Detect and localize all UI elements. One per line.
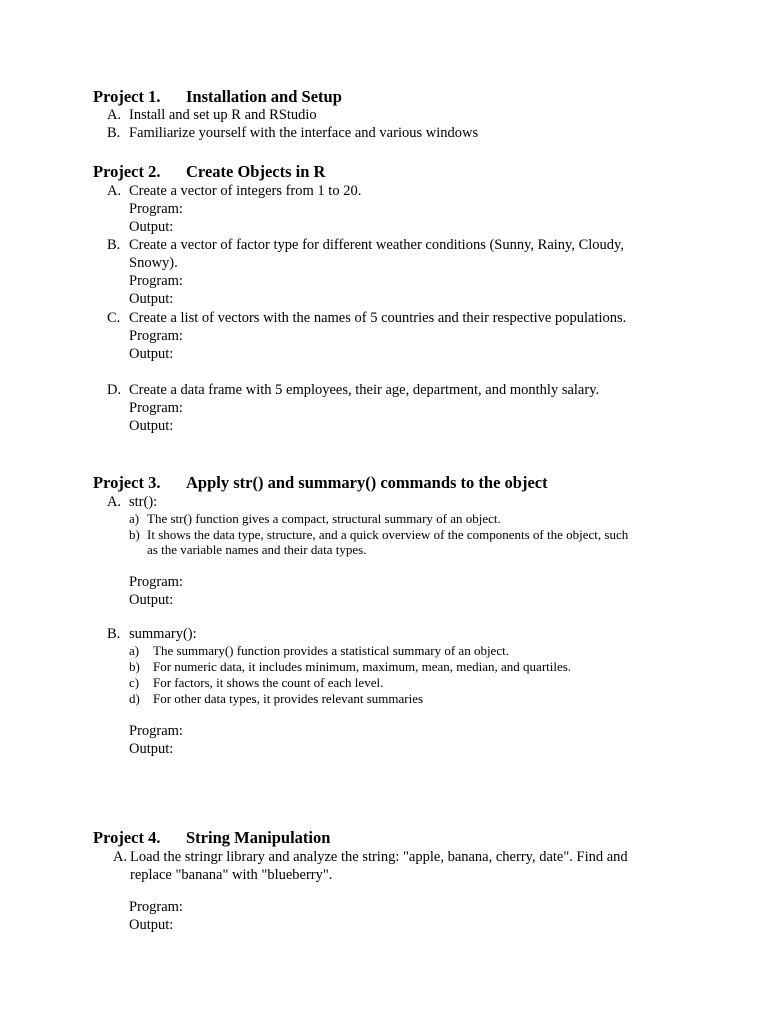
list-label: B. (107, 626, 121, 642)
sublist-label: c) (129, 675, 140, 690)
program-label: Program: (129, 201, 183, 217)
list-item: Create a list of vectors with the names of 5 countries and their respective populations. (129, 310, 627, 326)
program-label: Program: (129, 328, 183, 344)
list-item-continuation: replace "banana" with "blueberry". (130, 867, 333, 883)
output-label: Output: (129, 917, 174, 933)
project-3-heading (93, 473, 548, 493)
list-label: A. (113, 849, 128, 865)
sublist-label: a) (129, 643, 140, 658)
list-item-continuation: Snowy). (129, 255, 178, 271)
program-label: Program: (129, 273, 183, 289)
list-item: Install and set up R and RStudio (129, 107, 317, 123)
project-2-number: Project 2. (93, 162, 161, 181)
project-3-number: Project 3. (93, 473, 161, 492)
output-label: Output: (129, 219, 174, 235)
output-label: Output: (129, 346, 174, 362)
project-1-title: Installation and Setup (186, 87, 342, 106)
sublist-item: It shows the data type, structure, and a quick overview of the components of the object, such (147, 527, 629, 542)
list-label: C. (107, 310, 121, 326)
list-item: Create a vector of integers from 1 to 20. (129, 183, 362, 199)
list-item: Load the stringr library and analyze the string: "apple, banana, cherry, date". Find and (130, 849, 628, 865)
project-4-title: String Manipulation (186, 828, 331, 847)
program-label: Program: (129, 723, 183, 739)
list-label: D. (107, 382, 122, 398)
list-item: str(): (129, 494, 158, 510)
sublist-label: b) (129, 527, 140, 542)
list-label: A. (107, 494, 122, 510)
output-label: Output: (129, 418, 174, 434)
project-1-heading (93, 87, 342, 107)
project-1-number: Project 1. (93, 87, 161, 106)
sublist-label: a) (129, 511, 140, 526)
output-label: Output: (129, 741, 174, 757)
project-3-title: Apply str() and summary() commands to the object (186, 473, 548, 492)
output-label: Output: (129, 291, 174, 307)
list-item: Familiarize yourself with the interface and various windows (129, 125, 479, 141)
program-label: Program: (129, 899, 183, 915)
program-label: Program: (129, 400, 183, 416)
project-2-title: Create Objects in R (186, 162, 326, 181)
sublist-item: The str() function gives a compact, structural summary of an object. (147, 511, 501, 526)
sublist-item-continuation: as the variable names and their data types. (147, 542, 367, 557)
sublist-label: b) (129, 659, 140, 674)
list-label: A. (107, 107, 122, 123)
sublist-item: For factors, it shows the count of each level. (153, 675, 384, 690)
project-4-heading (93, 828, 330, 848)
list-label: A. (107, 183, 122, 199)
list-item: summary(): (129, 626, 197, 642)
output-label: Output: (129, 592, 174, 608)
list-item: Create a data frame with 5 employees, their age, department, and monthly salary. (129, 382, 600, 398)
project-4-number: Project 4. (93, 828, 161, 847)
sublist-item: For other data types, it provides relevant summaries (153, 691, 424, 706)
sublist-item: For numeric data, it includes minimum, maximum, mean, median, and quartiles. (153, 659, 572, 674)
list-item: Create a vector of factor type for different weather conditions (Sunny, Rainy, Cloudy, (129, 237, 624, 253)
program-label: Program: (129, 574, 183, 590)
sublist-item: The summary() function provides a statistical summary of an object. (153, 643, 509, 658)
sublist-label: d) (129, 691, 140, 706)
list-label: B. (107, 237, 121, 253)
list-label: B. (107, 125, 121, 141)
project-2-heading (93, 162, 325, 182)
